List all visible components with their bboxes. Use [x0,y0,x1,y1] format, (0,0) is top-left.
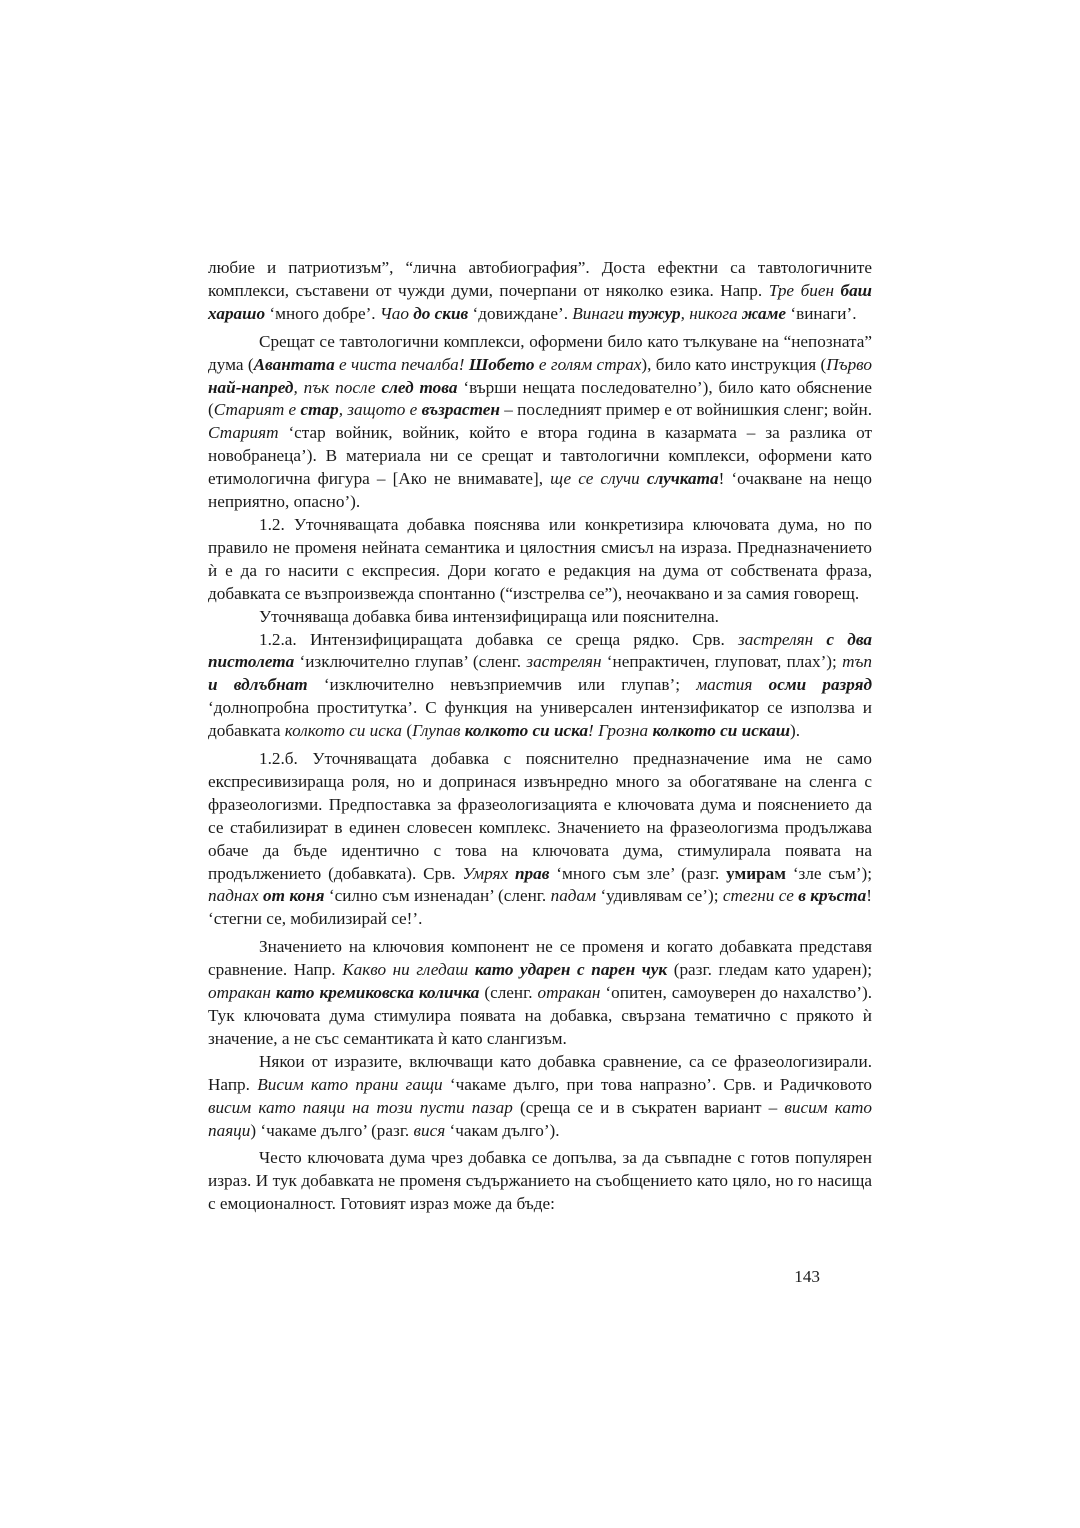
text-run: (разг. гледам като ударен); [667,960,872,980]
emphasized-term: Висим като прани гащи [257,1074,443,1094]
text-run: Срещат се тавтологични комплекси, оформени било като тълкуване на “непозната” дума ( [208,331,872,374]
emphasized-term: след това [381,377,458,397]
emphasized-term: стар [300,400,339,420]
emphasized-term: с два пистолета [208,629,872,672]
emphasized-term: Тре биен [768,280,834,300]
emphasized-term: Първо [826,354,872,374]
emphasized-term: и вдлъбнат [208,675,308,695]
emphasized-term: , никога [680,303,742,323]
emphasized-term: като ударен с парен чук [474,960,668,980]
emphasized-term: колкото си искаш [652,721,791,741]
emphasized-term: Шобето [468,354,535,374]
text-run: Някои от изразите, включващи като добавка сравнение, са се фразеологизирали. Напр. [208,1051,872,1094]
emphasized-term: , защото е [338,400,422,420]
emphasized-term: прав [514,863,550,883]
text-run: ‘изключително невъзприемчив или глупав’; [307,675,697,695]
emphasized-term: Умрях [462,863,515,883]
emphasized-term: паднах [208,886,264,906]
emphasized-term: мастия [696,675,769,695]
emphasized-term: ! Грозна [588,721,653,741]
paragraph [208,748,872,931]
emphasized-term: застрелян [738,629,827,649]
emphasized-term: е чиста печалба! [334,354,469,374]
text-run: ‘силно съм изненадан’ (сленг. [324,886,551,906]
text-run: ‘чакам дълго’). [445,1120,560,1140]
emphasized-term: е голям страх [534,354,642,374]
paragraph [208,629,872,744]
emphasized-term: колкото си иска [464,721,589,741]
emphasized-term: Старият е [213,400,301,420]
text-run: (сленг. [479,983,538,1003]
page-number: 143 [794,1267,820,1286]
text-run: ) ‘чакаме дълго’ (разг. [250,1120,414,1140]
text-run: любие и патриотизъм”, “лична автобиография”. Доста ефектни са тавтологичните комплекси, съставени от чужди думи, почерпани от няколко езика. Напр. [208,258,872,300]
text-run: ‘непрактичен, глуповат, плах’); [601,652,843,672]
text-run: 1.2. Уточняващата добавка пояснява или конкретизира ключовата дума, но по правило не променя нейната семантика и цялостния смисъл на израза. Предназначението ѝ е да го насити с експресия. Дори когато е редакция на дума от собствената фраза, добавката се възпроизвежда спонтанно (“изстрелва се”), неочаквано и за самия говорещ. [208,514,872,603]
text-run: ‘зле съм’); [785,863,872,883]
paragraph [208,1147,872,1216]
emphasized-term: Глупав [412,721,465,741]
text-run: 1.2.а. Интензифициращата добавка се среща рядко. Срв. [259,629,738,649]
emphasized-term: Какво ни гледаш [342,960,475,980]
text-run: ‘винаги’. [786,303,857,323]
text-run: ‘изключително глупав’ (сленг. [294,652,527,672]
paragraph [208,514,872,606]
text-run: ‘много добре’. [265,303,380,323]
emphasized-term: колкото си иска [284,721,403,741]
paragraph [208,331,872,514]
emphasized-term: възрастен [421,400,500,420]
text-run: ), било като инструкция ( [641,354,827,374]
text-run: ‘долнопробна проститутка’. С функция на универсален интензификатор се използва и добавката [208,698,872,741]
paragraph [208,606,872,629]
emphasized-term: като кремиковска количка [275,983,480,1003]
text-run: ‘удивлявам се’); [596,886,723,906]
text-run: ‘върши нещата последователно’), било като обяснение ( [208,377,872,420]
text-run: Често ключовата дума чрез добавка се допълва, за да съвпадне с готов популярен израз. И тук добавката не променя съдържанието на съобщението като цяло, но го насища с емоционалност. Готовият израз може да бъде: [208,1148,872,1214]
emphasized-term: осми разряд [768,675,872,695]
text-run: ‘чакаме дълго, при това напразно’. Срв. и Радичковото [442,1074,872,1094]
emphasized-term: падам [550,886,597,906]
text-run: ( [402,721,413,741]
emphasized-term: баш харашо [208,280,873,323]
emphasized-term: ще се случи [550,469,647,489]
text-run: – последният пример е от войнишкия сленг; войн. [499,400,873,420]
emphasized-term: висим като паяци [208,1097,872,1140]
text-run: ). [790,721,801,741]
paragraph [208,1051,872,1143]
emphasized-term: Авантата [253,354,335,374]
text-run: 1.2.б. Уточняващата добавка с пояснително предназначение има не само експресивизираща роля, но и допринася извънредно много за обогатяване на сленга с фразеологизми. Предпоставка за фразеологизацията е ключовата дума и пояснението да се стабилизират в единен словесен комплекс. Значението на фразеологизма продължава обаче да бъде идентично с това на ключовата дума, стимулирала появата на продължението (добавката). Срв. [208,749,872,883]
text-run: ! ‘очакване на нещо неприятно, опасно’). [208,469,872,512]
emphasized-term: застрелян [526,652,602,672]
emphasized-term: тужур [628,303,681,323]
emphasized-term: най-напред [208,377,294,397]
paragraph [208,257,872,326]
emphasized-term: до скив [413,303,469,323]
body-text [208,257,872,1216]
text-run: ‘довиждане’. [468,303,573,323]
paragraph [208,936,872,1051]
emphasized-term: Винаги [572,303,629,323]
emphasized-term: жаме [741,303,787,323]
text-run: (среща се и в съкратен вариант – [512,1097,785,1117]
emphasized-term: случката [646,469,719,489]
emphasized-term: вися [413,1120,446,1140]
text-run: Уточняваща добавка бива интензифицираща или пояснителна. [259,606,719,626]
text-run: Значението на ключовия компонент не се променя и когато добавката представя сравнение. Напр. [208,937,872,980]
emphasized-term: отракан [208,983,276,1003]
emphasized-term: стегни се [722,886,799,906]
text-run: ‘стар войник, войник, който е втора година в казармата – за разлика от новобранеца’). В материала ни се срещат и тавтологични комплекси, оформени като етимологична фигура – [Ако не внимавате], [208,423,872,489]
emphasized-term: висим като паяци на този пусти пазар [208,1097,513,1117]
emphasized-term: Чао [379,303,414,323]
text-run: ! ‘стегни се, мобилизирай се!’. [208,886,872,929]
text-run: ‘опитен, самоуверен до нахалство’). Тук ключовата дума стимулира появата на добавка, свързана тематично с прякото ѝ значение, а не със семантиката ѝ като слангизъм. [208,983,872,1048]
emphasized-term: тъп [842,652,872,672]
emphasized-term: умирам [726,863,786,883]
emphasized-term: от коня [263,886,325,906]
emphasized-term: в кръста [798,886,867,906]
emphasized-term: отракан [537,983,601,1003]
text-run: ‘много съм зле’ (разг. [549,863,727,883]
emphasized-term: Старият [208,423,279,443]
emphasized-term: , пък после [293,377,382,397]
